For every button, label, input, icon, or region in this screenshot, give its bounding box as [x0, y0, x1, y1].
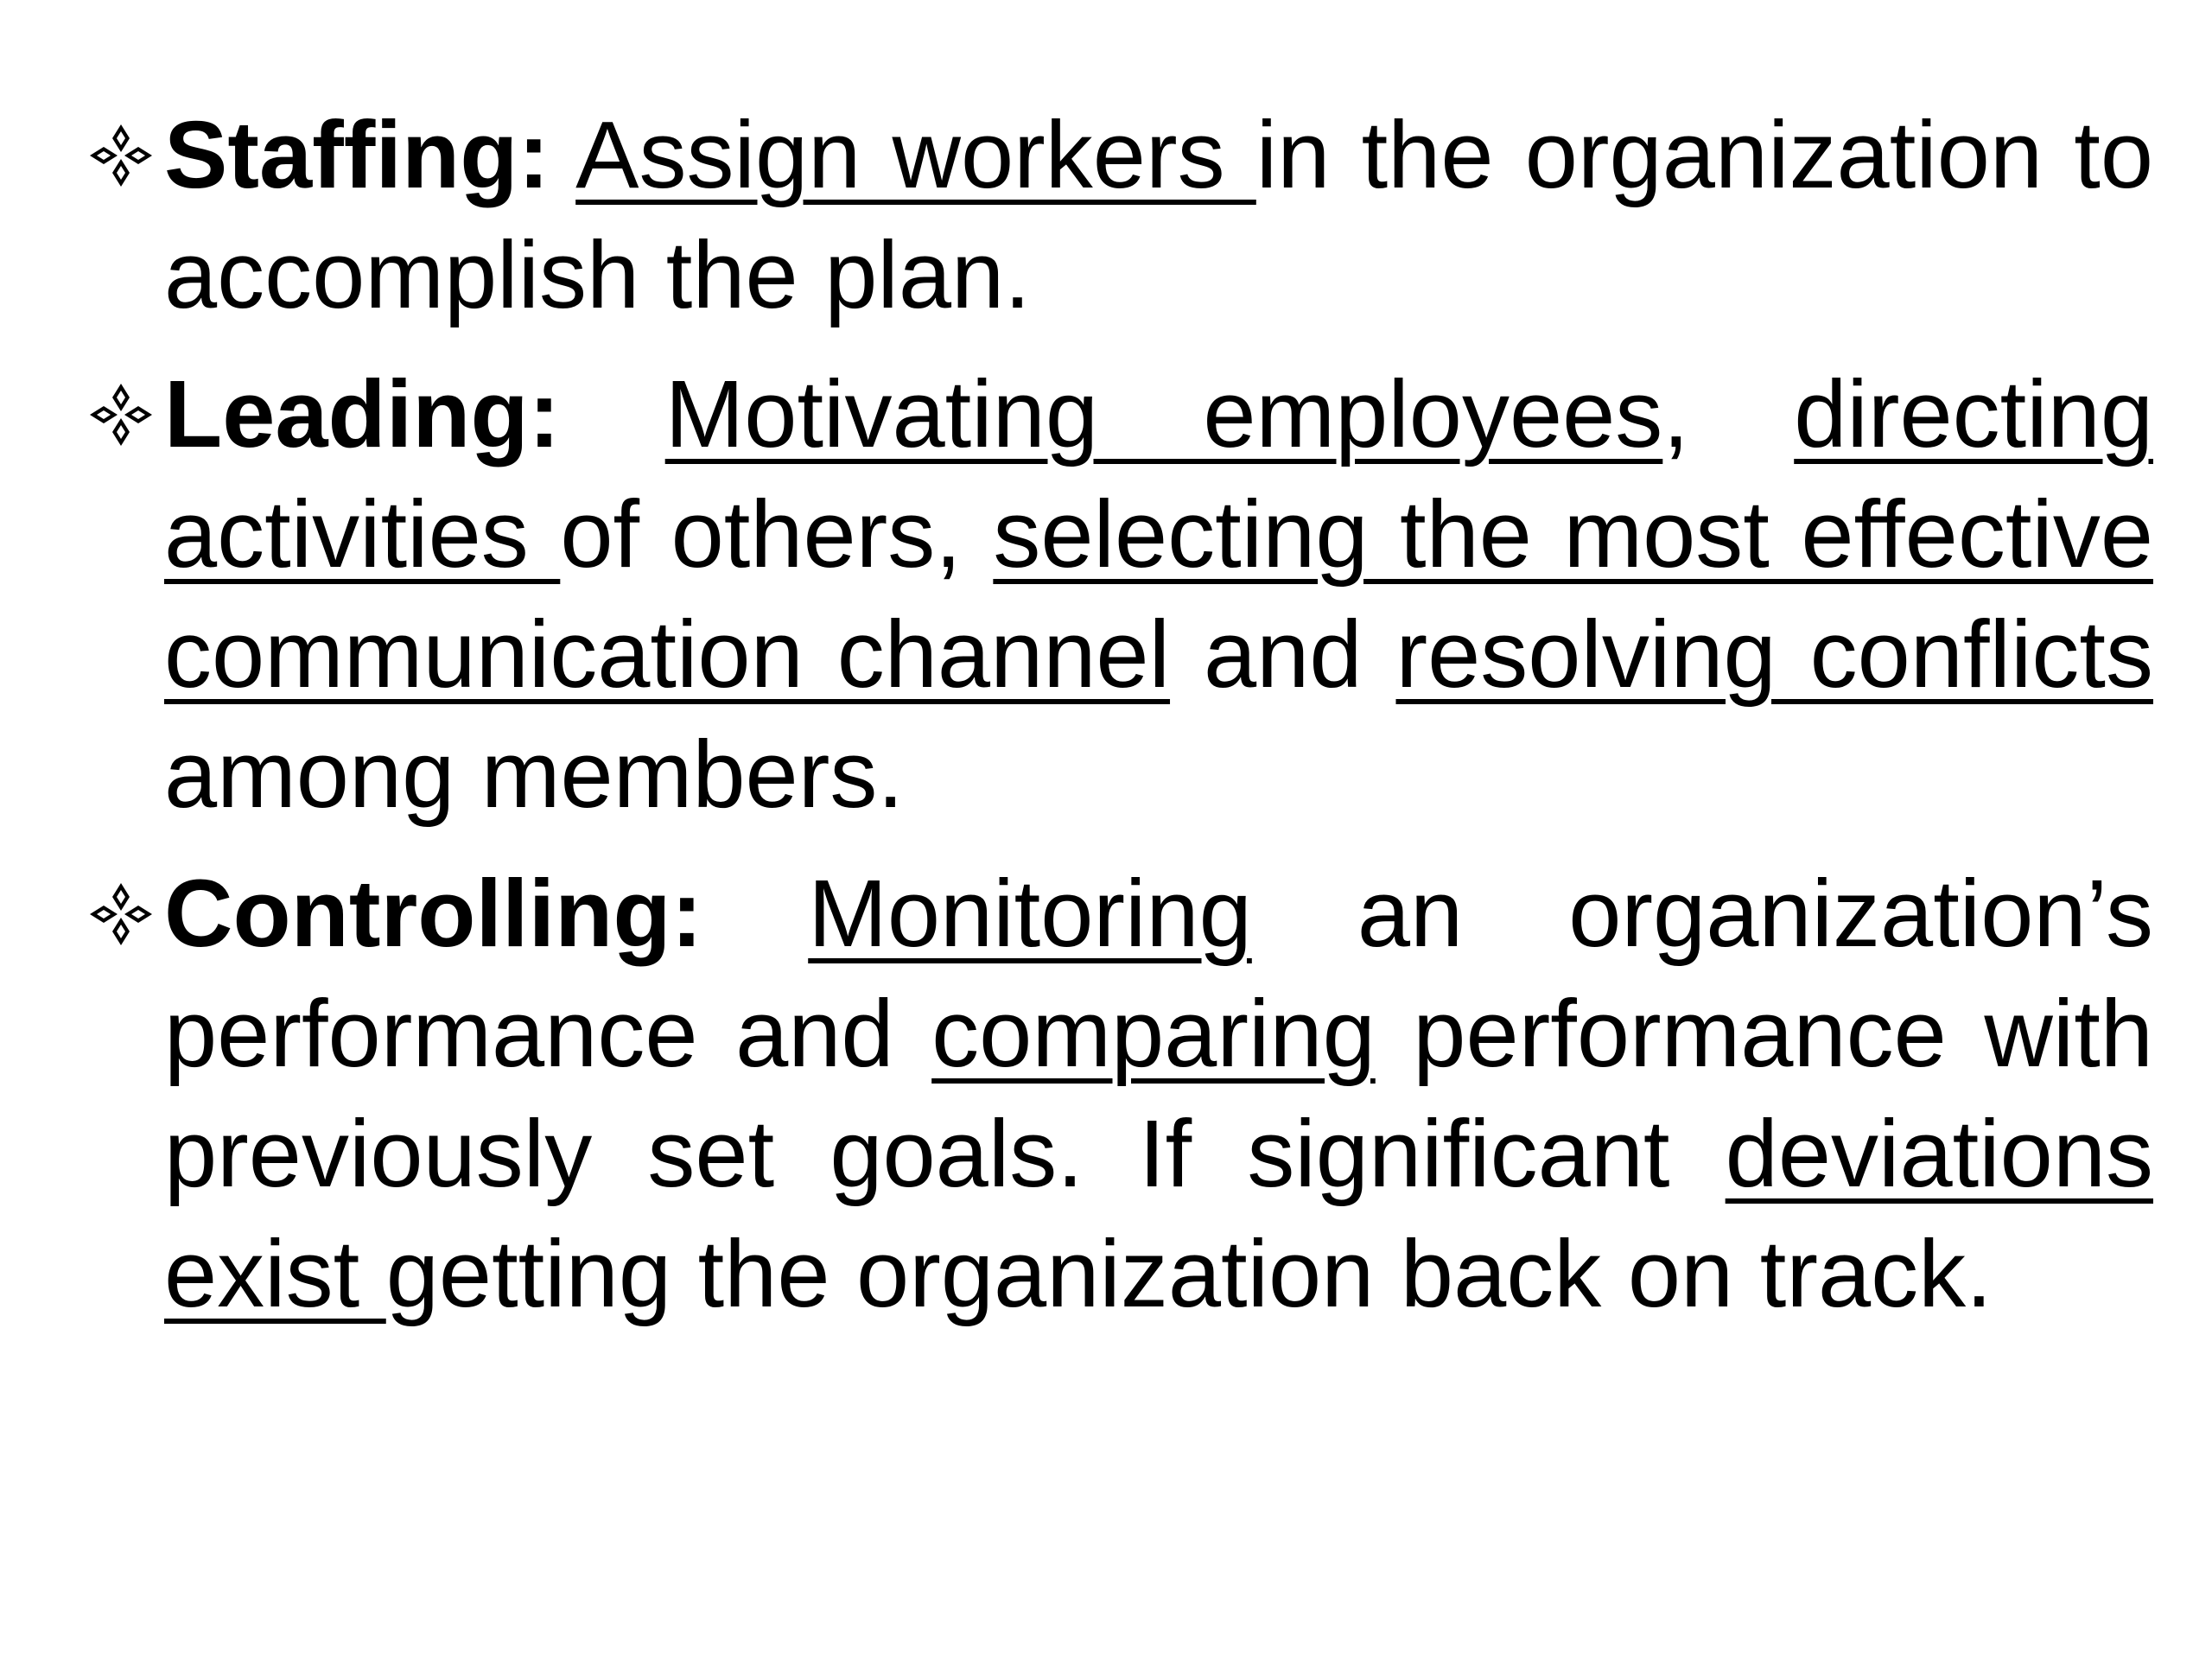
- term-label: Controlling:: [164, 861, 703, 967]
- diamond-bullet-icon: [85, 119, 157, 192]
- text-span: among members.: [164, 721, 904, 828]
- bullet-item-leading: [164, 354, 2153, 835]
- text-span: ,: [1662, 361, 1795, 467]
- underlined-phrase: selecting the most effective communication channel: [164, 481, 2153, 708]
- bullet-item-staffing: [164, 95, 2153, 335]
- bullet-item-controlling: [164, 854, 2153, 1334]
- text-span: and: [1170, 601, 1396, 708]
- underlined-phrase: directing activities: [164, 361, 2153, 588]
- text-span: of others,: [560, 481, 994, 588]
- term-label: Leading:: [164, 361, 561, 467]
- text-span: performance with previously set goals. If significant: [164, 981, 2153, 1207]
- text-span: getting the organization back on track.: [385, 1221, 1993, 1327]
- underlined-phrase: deviations exist: [164, 1101, 2153, 1327]
- underlined-phrase: resolving conflicts: [1395, 601, 2153, 708]
- underlined-phrase: Monitoring: [808, 861, 1252, 967]
- bullet-list: [0, 95, 2212, 1353]
- diamond-bullet-icon: [85, 878, 157, 950]
- underlined-phrase: comparing: [931, 981, 1376, 1087]
- underlined-phrase: Assign workers: [575, 102, 1256, 208]
- text-span: an organization’s performance and: [164, 861, 2153, 1087]
- underlined-phrase: Motivating employees: [664, 361, 1663, 467]
- diamond-bullet-icon: [85, 378, 157, 451]
- term-label: Staffing:: [164, 102, 550, 208]
- text-span: in the organization to accomplish the plan.: [164, 102, 2153, 328]
